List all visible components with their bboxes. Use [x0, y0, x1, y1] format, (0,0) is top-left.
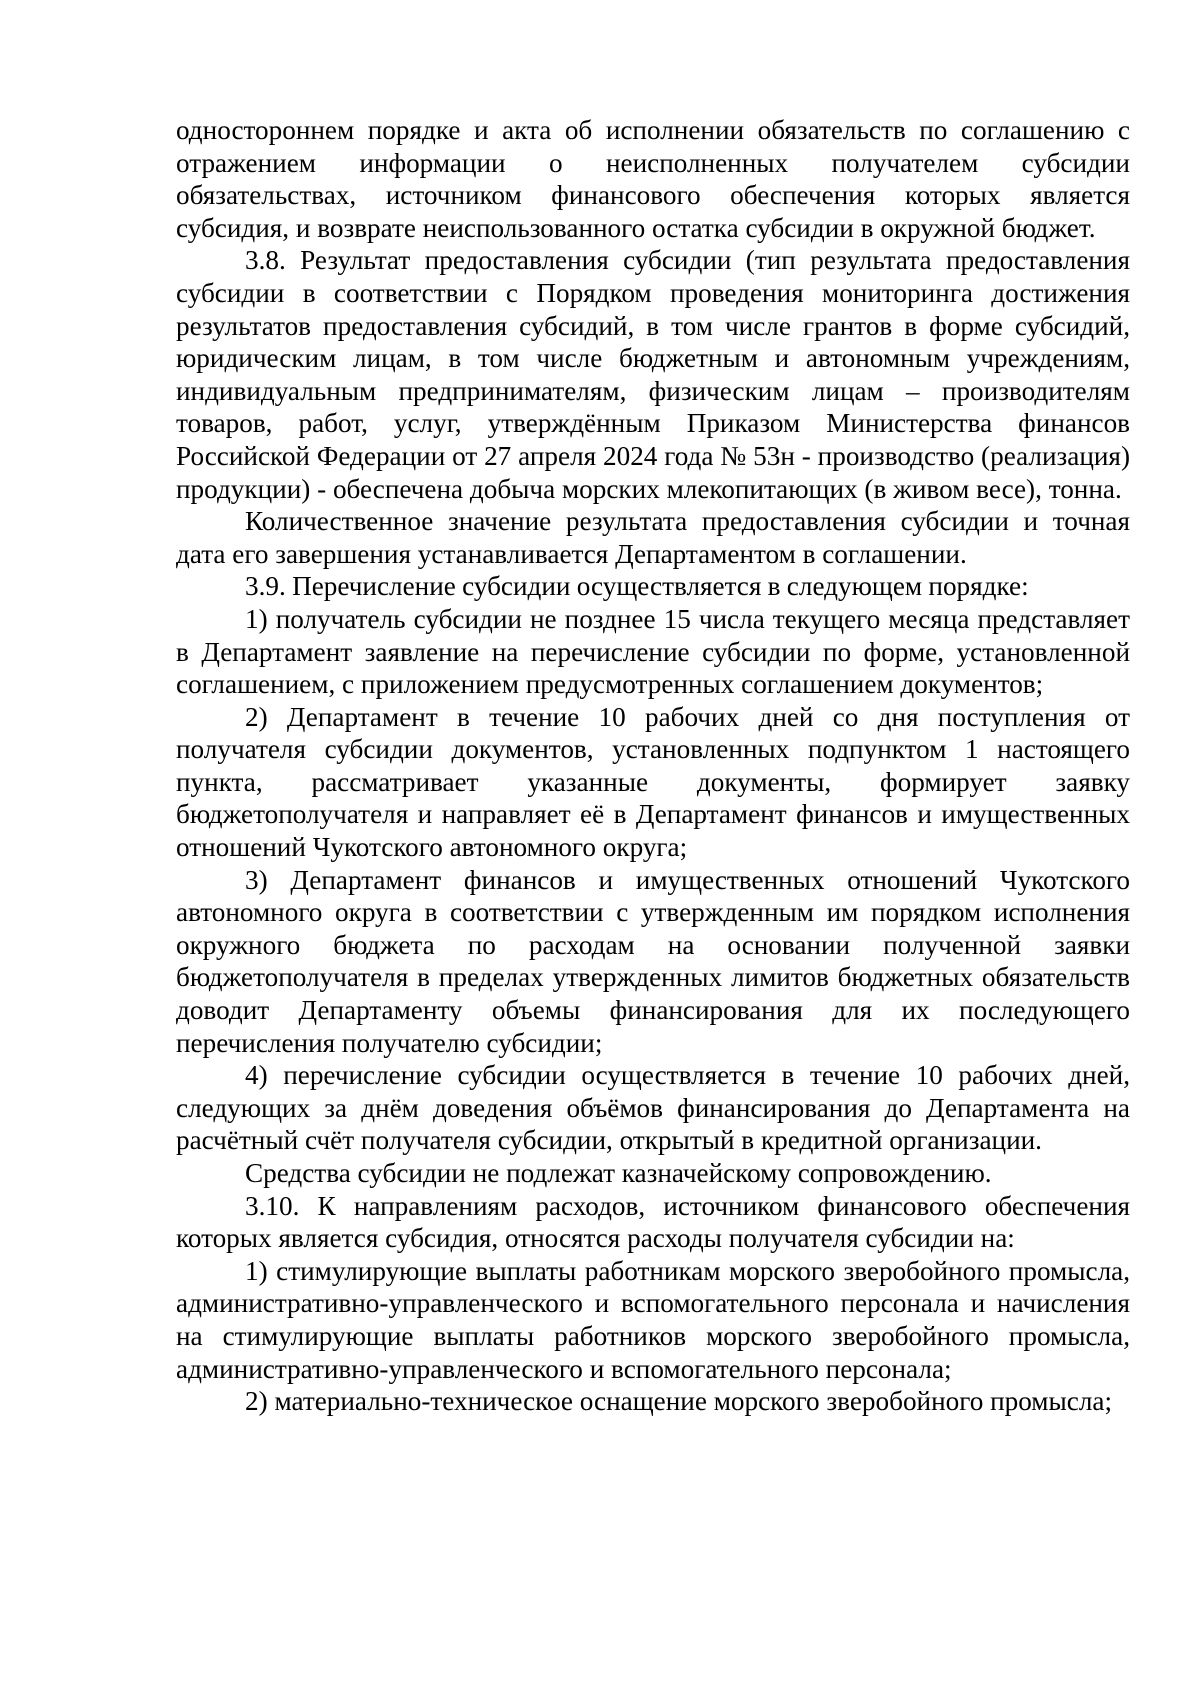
paragraph-3-8: 3.8. Результат предоставления субсидии (тип результата предоставления субсидии в соответствии с Порядком проведения мониторинга достижения результатов предоставления субсидий, в том числе грантов в форме субсидий, юридическим лицам, в том числе бюджетным и автономным учреждениям, индивидуальным предпринимателям, физическим лицам – производителям товаров, работ, услуг, утверждённым Приказом Министерства финансов Российской Федерации от 27 апреля 2024 года № 53н - производство (реализация) продукции) - обеспечена добыча морских млекопитающих (в живом весе), тонна.	[176, 245, 1130, 504]
paragraph-quantitative-value: Количественное значение результата предоставления субсидии и точная дата его завершения устанавливается Департаментом в соглашении.	[176, 506, 1130, 569]
paragraph-3-9-item-3: 3) Департамент финансов и имущественных отношений Чукотского автономного округа в соответствии с утвержденным им порядком исполнения окружного бюджета по расходам на основании полученной заявки бюджетополучателя в пределах утвержденных лимитов бюджетных обязательств доводит Департаменту объемы финансирования для их последующего перечисления получателю субсидии;	[176, 864, 1130, 1058]
paragraph-continuation: одностороннем порядке и акта об исполнении обязательств по соглашению с отражением информации о неисполненных получателем субсидии обязательствах, источником финансового обеспечения которых является субсидия, и возврате неиспользованного остатка субсидии в окружной бюджет.	[176, 115, 1130, 243]
paragraph-3-9-item-2: 2) Департамент в течение 10 рабочих дней со дня поступления от получателя субсидии документов, установленных подпунктом 1 настоящего пункта, рассматривает указанные документы, формирует заявку бюджетополучателя и направляет её в Департамент финансов и имущественных отношений Чукотского автономного округа;	[176, 701, 1130, 863]
paragraph-3-9-item-4: 4) перечисление субсидии осуществляется в течение 10 рабочих дней, следующих за днём доведения объёмов финансирования до Департамента на расчётный счёт получателя субсидии, открытый в кредитной организации.	[176, 1060, 1130, 1156]
paragraph-3-10: 3.10. К направлениям расходов, источником финансового обеспечения которых является субсидия, относятся расходы получателя субсидии на:	[176, 1190, 1130, 1254]
paragraph-3-10-item-2: 2) материально-техническое оснащение морского зверобойного промысла;	[245, 1386, 1113, 1417]
paragraph-3-9: 3.9. Перечисление субсидии осуществляется в следующем порядке:	[245, 571, 1029, 602]
paragraph-3-9-item-1: 1) получатель субсидии не позднее 15 числа текущего месяца представляет в Департамент заявление на перечисление субсидии по форме, установленной соглашением, с приложением предусмотренных соглашением документов;	[176, 603, 1130, 700]
paragraph-treasury-support: Средства субсидии не подлежат казначейскому сопровождению.	[245, 1158, 992, 1188]
document-body	[176, 114, 1130, 1418]
paragraph-3-10-item-1: 1) стимулирующие выплаты работникам морского зверобойного промысла, административно-управленческого и вспомогательного персонала и начисления на стимулирующие выплаты работников морского зверобойного промысла, административно-управленческого и вспомогательного персонала;	[176, 1255, 1130, 1384]
